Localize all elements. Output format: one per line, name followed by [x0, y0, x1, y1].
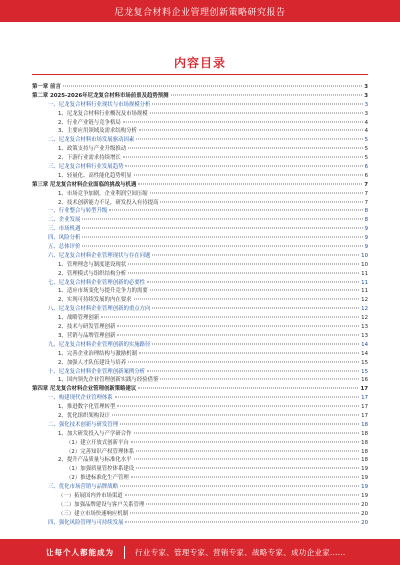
toc-entry-title: 2、提升产品质量与标准化水平	[58, 457, 132, 464]
toc-entry[interactable]	[32, 270, 368, 279]
toc-entry-title: （1）建立开放式创新平台	[66, 439, 129, 446]
toc-dot-leader	[150, 290, 359, 291]
toc-dot-leader	[139, 130, 363, 131]
toc-dot-leader	[136, 468, 359, 469]
toc-entry-title: 1、尼龙复合材料行业概况及市场规模	[58, 110, 148, 117]
toc-entry[interactable]	[32, 421, 368, 430]
toc-dot-leader	[125, 494, 359, 495]
toc-entry[interactable]	[32, 207, 368, 216]
toc-entry-title: 十、尼龙复合材料企业管理创新案例分析	[48, 368, 146, 375]
toc-dot-leader	[152, 343, 359, 344]
toc-entry[interactable]	[32, 368, 368, 377]
toc-dot-leader	[82, 228, 362, 229]
toc-entry[interactable]	[32, 252, 368, 261]
toc-entry[interactable]	[32, 172, 368, 181]
toc-entry-title: 1、加大研发投入与产学研合作	[58, 430, 132, 437]
toc-entry-page: 17	[361, 404, 368, 411]
toc-entry-title: 第一章 前言	[32, 84, 61, 90]
toc-entry[interactable]	[32, 510, 368, 519]
toc-entry-title: （2）完善知识产权管理体系	[66, 448, 135, 455]
toc-entry-page: 8	[364, 217, 368, 224]
report-title: 尼龙复合材料企业管理创新策略研究报告	[114, 7, 286, 18]
toc-entry-page: 7	[364, 190, 368, 197]
toc-entry-title: 三、优化市场营销与品牌战略	[48, 484, 119, 491]
toc-entry[interactable]	[32, 296, 368, 305]
toc-entry-page: 8	[364, 208, 368, 215]
toc-entry-page: 19	[361, 492, 368, 499]
toc-entry-title: 四、强化风险管理与可持续发展	[48, 519, 124, 526]
toc-entry-page: 6	[364, 172, 368, 179]
toc-entry-title: 1、战略管理创新	[58, 315, 100, 322]
toc-entry-title: 1、国内领先企业管理创新实践与经验借鉴	[58, 377, 159, 384]
toc-entry-title: 第四章 尼龙复合材料企业管理创新策略建议	[32, 386, 137, 393]
toc-entry-page: 20	[361, 501, 368, 508]
toc-dot-leader	[117, 334, 359, 335]
toc-entry[interactable]	[32, 234, 368, 243]
report-header-bar	[0, 0, 400, 22]
toc-entry-title: 2、加强人才队伍建设与培养	[58, 359, 127, 366]
toc-entry-title: （2）推进标准化生产管理	[66, 475, 129, 482]
toc-entry[interactable]	[32, 136, 368, 145]
toc-entry-title: 一、行业整合与转型升级	[48, 208, 108, 215]
toc-dot-leader	[109, 210, 362, 211]
toc-entry-page: 9	[364, 226, 368, 233]
table-of-contents	[32, 83, 368, 528]
toc-entry[interactable]	[32, 332, 368, 341]
toc-entry[interactable]	[32, 456, 368, 465]
toc-entry-title: 1、政策支持与产业升级推动	[58, 146, 127, 153]
toc-entry[interactable]	[32, 305, 368, 314]
toc-dot-leader	[125, 166, 362, 167]
toc-entry[interactable]	[32, 279, 368, 288]
toc-entry[interactable]	[32, 181, 368, 190]
toc-entry[interactable]	[32, 501, 368, 510]
toc-dot-leader	[128, 272, 359, 273]
toc-entry-title: 三、尼龙复合材料行业发展趋势	[48, 164, 124, 171]
toc-entry-title: 2、下游行业需求持续增长	[58, 155, 121, 162]
toc-dot-leader	[130, 512, 359, 513]
footer-bar	[0, 539, 400, 565]
toc-entry[interactable]	[32, 119, 368, 128]
toc-entry[interactable]	[32, 403, 368, 412]
toc-dot-leader	[147, 370, 359, 371]
toc-dot-leader	[115, 397, 359, 398]
toc-dot-leader	[117, 326, 359, 327]
toc-entry-page: 10	[361, 252, 368, 259]
toc-dot-leader	[131, 441, 359, 442]
toc-entry-page: 11	[361, 288, 368, 295]
toc-dot-leader	[138, 388, 358, 389]
toc-dot-leader	[171, 94, 363, 95]
toc-entry-page: 7	[364, 181, 368, 188]
toc-entry-page: 20	[361, 510, 368, 517]
toc-entry[interactable]	[32, 261, 368, 270]
toc-entry-title: 2、技术创新能力不足，研发投入有待提高	[58, 199, 159, 206]
toc-dot-leader	[134, 459, 360, 460]
toc-dot-leader	[138, 183, 362, 184]
toc-entry-page: 17	[361, 412, 368, 419]
toc-entry[interactable]	[32, 439, 368, 448]
toc-dot-leader	[152, 308, 359, 309]
toc-entry-title: 一、尼龙复合材料行业现状与市场规模分析	[48, 101, 151, 108]
toc-entry-title: 二、强化技术创新与研发管理	[48, 421, 119, 428]
toc-entry-page: 17	[361, 395, 368, 402]
toc-entry-page: 13	[361, 324, 368, 331]
toc-entry[interactable]	[32, 287, 368, 296]
toc-entry-title: （一）拓展国内外市场渠道	[58, 492, 123, 499]
toc-dot-leader	[128, 361, 359, 362]
toc-entry-page: 9	[364, 235, 368, 242]
toc-entry-page: 10	[361, 261, 368, 268]
toc-entry[interactable]	[32, 163, 368, 172]
toc-entry-page: 13	[361, 332, 368, 339]
toc-dot-leader	[125, 521, 359, 522]
footer-divider	[124, 546, 125, 559]
footer-slogan: 让每个人都能成为	[46, 547, 114, 557]
toc-dot-leader	[152, 254, 359, 255]
toc-entry[interactable]	[32, 243, 368, 252]
toc-entry[interactable]	[32, 145, 368, 154]
toc-entry[interactable]	[32, 359, 368, 368]
toc-entry-page: 12	[361, 306, 368, 313]
toc-entry-title: 1、市场竞争加剧，企业利润空间压缩	[58, 190, 148, 197]
toc-entry-page: 19	[361, 475, 368, 482]
toc-entry-page: 5	[364, 146, 368, 153]
toc-dot-leader	[131, 477, 359, 478]
toc-entry[interactable]	[32, 83, 368, 92]
toc-entry-title: 1、轻量化、高性能化趋势明显	[58, 172, 132, 179]
toc-entry-page: 11	[361, 279, 368, 286]
toc-entry-title: （二）加强品牌建设与客户关系管理	[58, 501, 145, 508]
toc-entry-title: 2、技术与研发管理创新	[58, 324, 116, 331]
toc-entry[interactable]	[32, 190, 368, 199]
toc-dot-leader	[123, 157, 363, 158]
toc-entry-title: （三）建立市场快速响应机制	[58, 510, 129, 517]
toc-entry[interactable]	[32, 376, 368, 385]
toc-entry[interactable]	[32, 412, 368, 421]
toc-entry-page: 18	[361, 421, 368, 428]
toc-dot-leader	[123, 121, 363, 122]
toc-entry[interactable]	[32, 323, 368, 332]
toc-entry-title: 二、尼龙复合材料市场发展驱动因素	[48, 137, 135, 144]
toc-entry-page: 4	[364, 128, 368, 135]
toc-entry[interactable]	[32, 101, 368, 110]
toc-dot-leader	[146, 503, 359, 504]
toc-dot-leader	[150, 112, 363, 113]
toc-entry-title: 五、总体评价	[48, 244, 81, 251]
toc-heading-divider	[32, 74, 368, 75]
toc-entry-title: 第二章 2025-2026年尼龙复合材料市场前景及趋势预测	[32, 92, 169, 99]
toc-entry-title: 2、管理模式与组织结构分析	[58, 270, 127, 277]
toc-entry-title: 二、企业发展	[48, 217, 81, 224]
toc-entry[interactable]	[32, 154, 368, 163]
toc-entry-page: 18	[361, 457, 368, 464]
toc-entry-page: 18	[361, 430, 368, 437]
toc-dot-leader	[160, 379, 359, 380]
toc-entry-title: 1、适应市场变化与提升竞争力的需要	[58, 288, 148, 295]
toc-entry-title: 八、尼龙复合材料企业管理创新的重点方向	[48, 306, 151, 313]
toc-dot-leader	[63, 86, 362, 87]
toc-entry[interactable]	[32, 474, 368, 483]
toc-entry[interactable]	[32, 216, 368, 225]
toc-entry-page: 19	[361, 466, 368, 473]
toc-entry-page: 3	[364, 101, 368, 108]
toc-entry-title: 2、实现可持续发展的内在要求	[58, 297, 132, 304]
toc-entry-title: 2、行业产业链与竞争格局	[58, 119, 121, 126]
toc-entry-page: 3	[364, 84, 368, 90]
toc-entry-title: 六、尼龙复合材料企业管理现状与存在问题	[48, 252, 151, 259]
toc-entry[interactable]	[32, 127, 368, 136]
toc-dot-leader	[128, 263, 359, 264]
toc-entry[interactable]	[32, 483, 368, 492]
toc-dot-leader	[147, 281, 359, 282]
toc-entry[interactable]	[32, 199, 368, 208]
toc-entry[interactable]	[32, 465, 368, 474]
toc-entry[interactable]	[32, 350, 368, 359]
toc-entry[interactable]	[32, 448, 368, 457]
toc-entry-title: 一、构建现代企业管理体系	[48, 395, 113, 402]
footer-roles: 行业专家、管理专家、营销专家、战略专家、成功企业家……	[135, 547, 346, 557]
toc-dot-leader	[134, 432, 360, 433]
toc-dot-leader	[136, 450, 359, 451]
toc-dot-leader	[134, 174, 363, 175]
toc-entry[interactable]	[32, 314, 368, 323]
toc-entry-page: 5	[364, 137, 368, 144]
toc-entry-page: 16	[361, 377, 368, 384]
toc-entry-page: 11	[361, 270, 368, 277]
toc-entry-page: 4	[364, 119, 368, 126]
toc-entry-page: 5	[364, 155, 368, 162]
toc-dot-leader	[82, 219, 362, 220]
toc-entry-page: 12	[361, 315, 368, 322]
toc-dot-leader	[112, 414, 359, 415]
toc-dot-leader	[117, 406, 359, 407]
toc-entry[interactable]	[32, 385, 368, 394]
toc-dot-leader	[120, 486, 359, 487]
toc-entry-title: （1）加强质量管控体系建设	[66, 466, 135, 473]
toc-entry[interactable]	[32, 519, 368, 528]
toc-entry[interactable]	[32, 394, 368, 403]
toc-entry-title: 2、优化组织架构设计	[58, 412, 110, 419]
toc-entry[interactable]	[32, 225, 368, 234]
toc-entry-title: 四、风险分析	[48, 235, 81, 242]
toc-entry-page: 3	[364, 110, 368, 117]
toc-entry-title: 三、市场机遇	[48, 226, 81, 233]
toc-entry-page: 17	[360, 386, 368, 393]
toc-dot-leader	[160, 201, 362, 202]
toc-entry-title: 1、管理理念与制度建设现状	[58, 261, 127, 268]
toc-dot-leader	[101, 317, 359, 318]
toc-entry[interactable]	[32, 110, 368, 119]
toc-entry-page: 20	[361, 519, 368, 526]
toc-entry-title: 3、营销与品牌管理创新	[58, 332, 116, 339]
toc-entry-page: 6	[364, 164, 368, 171]
toc-dot-leader	[128, 148, 362, 149]
toc-entry-page: 19	[361, 484, 368, 491]
toc-entry-page: 9	[364, 244, 368, 251]
toc-entry[interactable]	[32, 341, 368, 350]
toc-dot-leader	[134, 299, 360, 300]
toc-entry-page: 15	[361, 368, 368, 375]
toc-entry[interactable]	[32, 92, 368, 101]
toc-entry-title: 3、主要应用领域及需求结构分析	[58, 128, 137, 135]
toc-entry-title: 七、尼龙复合材料企业管理创新的必要性	[48, 279, 146, 286]
toc-entry-page: 15	[361, 359, 368, 366]
toc-entry-title: 1、完善企业治理结构与激励机制	[58, 350, 137, 357]
toc-entry-page: 18	[361, 439, 368, 446]
toc-entry-page: 14	[361, 350, 368, 357]
toc-entry-title: 九、尼龙复合材料企业管理创新的实施路径	[48, 341, 151, 348]
toc-entry[interactable]	[32, 430, 368, 439]
toc-dot-leader	[120, 423, 359, 424]
toc-dot-leader	[152, 103, 362, 104]
toc-entry[interactable]	[32, 492, 368, 501]
toc-dot-leader	[139, 352, 359, 353]
toc-dot-leader	[150, 192, 363, 193]
toc-dot-leader	[82, 246, 362, 247]
toc-entry-page: 7	[364, 199, 368, 206]
toc-dot-leader	[82, 237, 362, 238]
toc-entry-title: 1、推进数字化管理转型	[58, 404, 116, 411]
toc-dot-leader	[136, 139, 362, 140]
toc-entry-page: 3	[364, 92, 368, 99]
toc-heading: 内容目录	[173, 56, 226, 70]
toc-entry-page: 18	[361, 448, 368, 455]
toc-entry-title: 第三章 尼龙复合材料企业面临的挑战与机遇	[32, 181, 137, 188]
toc-entry-page: 12	[361, 297, 368, 304]
toc-entry-page: 14	[361, 341, 368, 348]
